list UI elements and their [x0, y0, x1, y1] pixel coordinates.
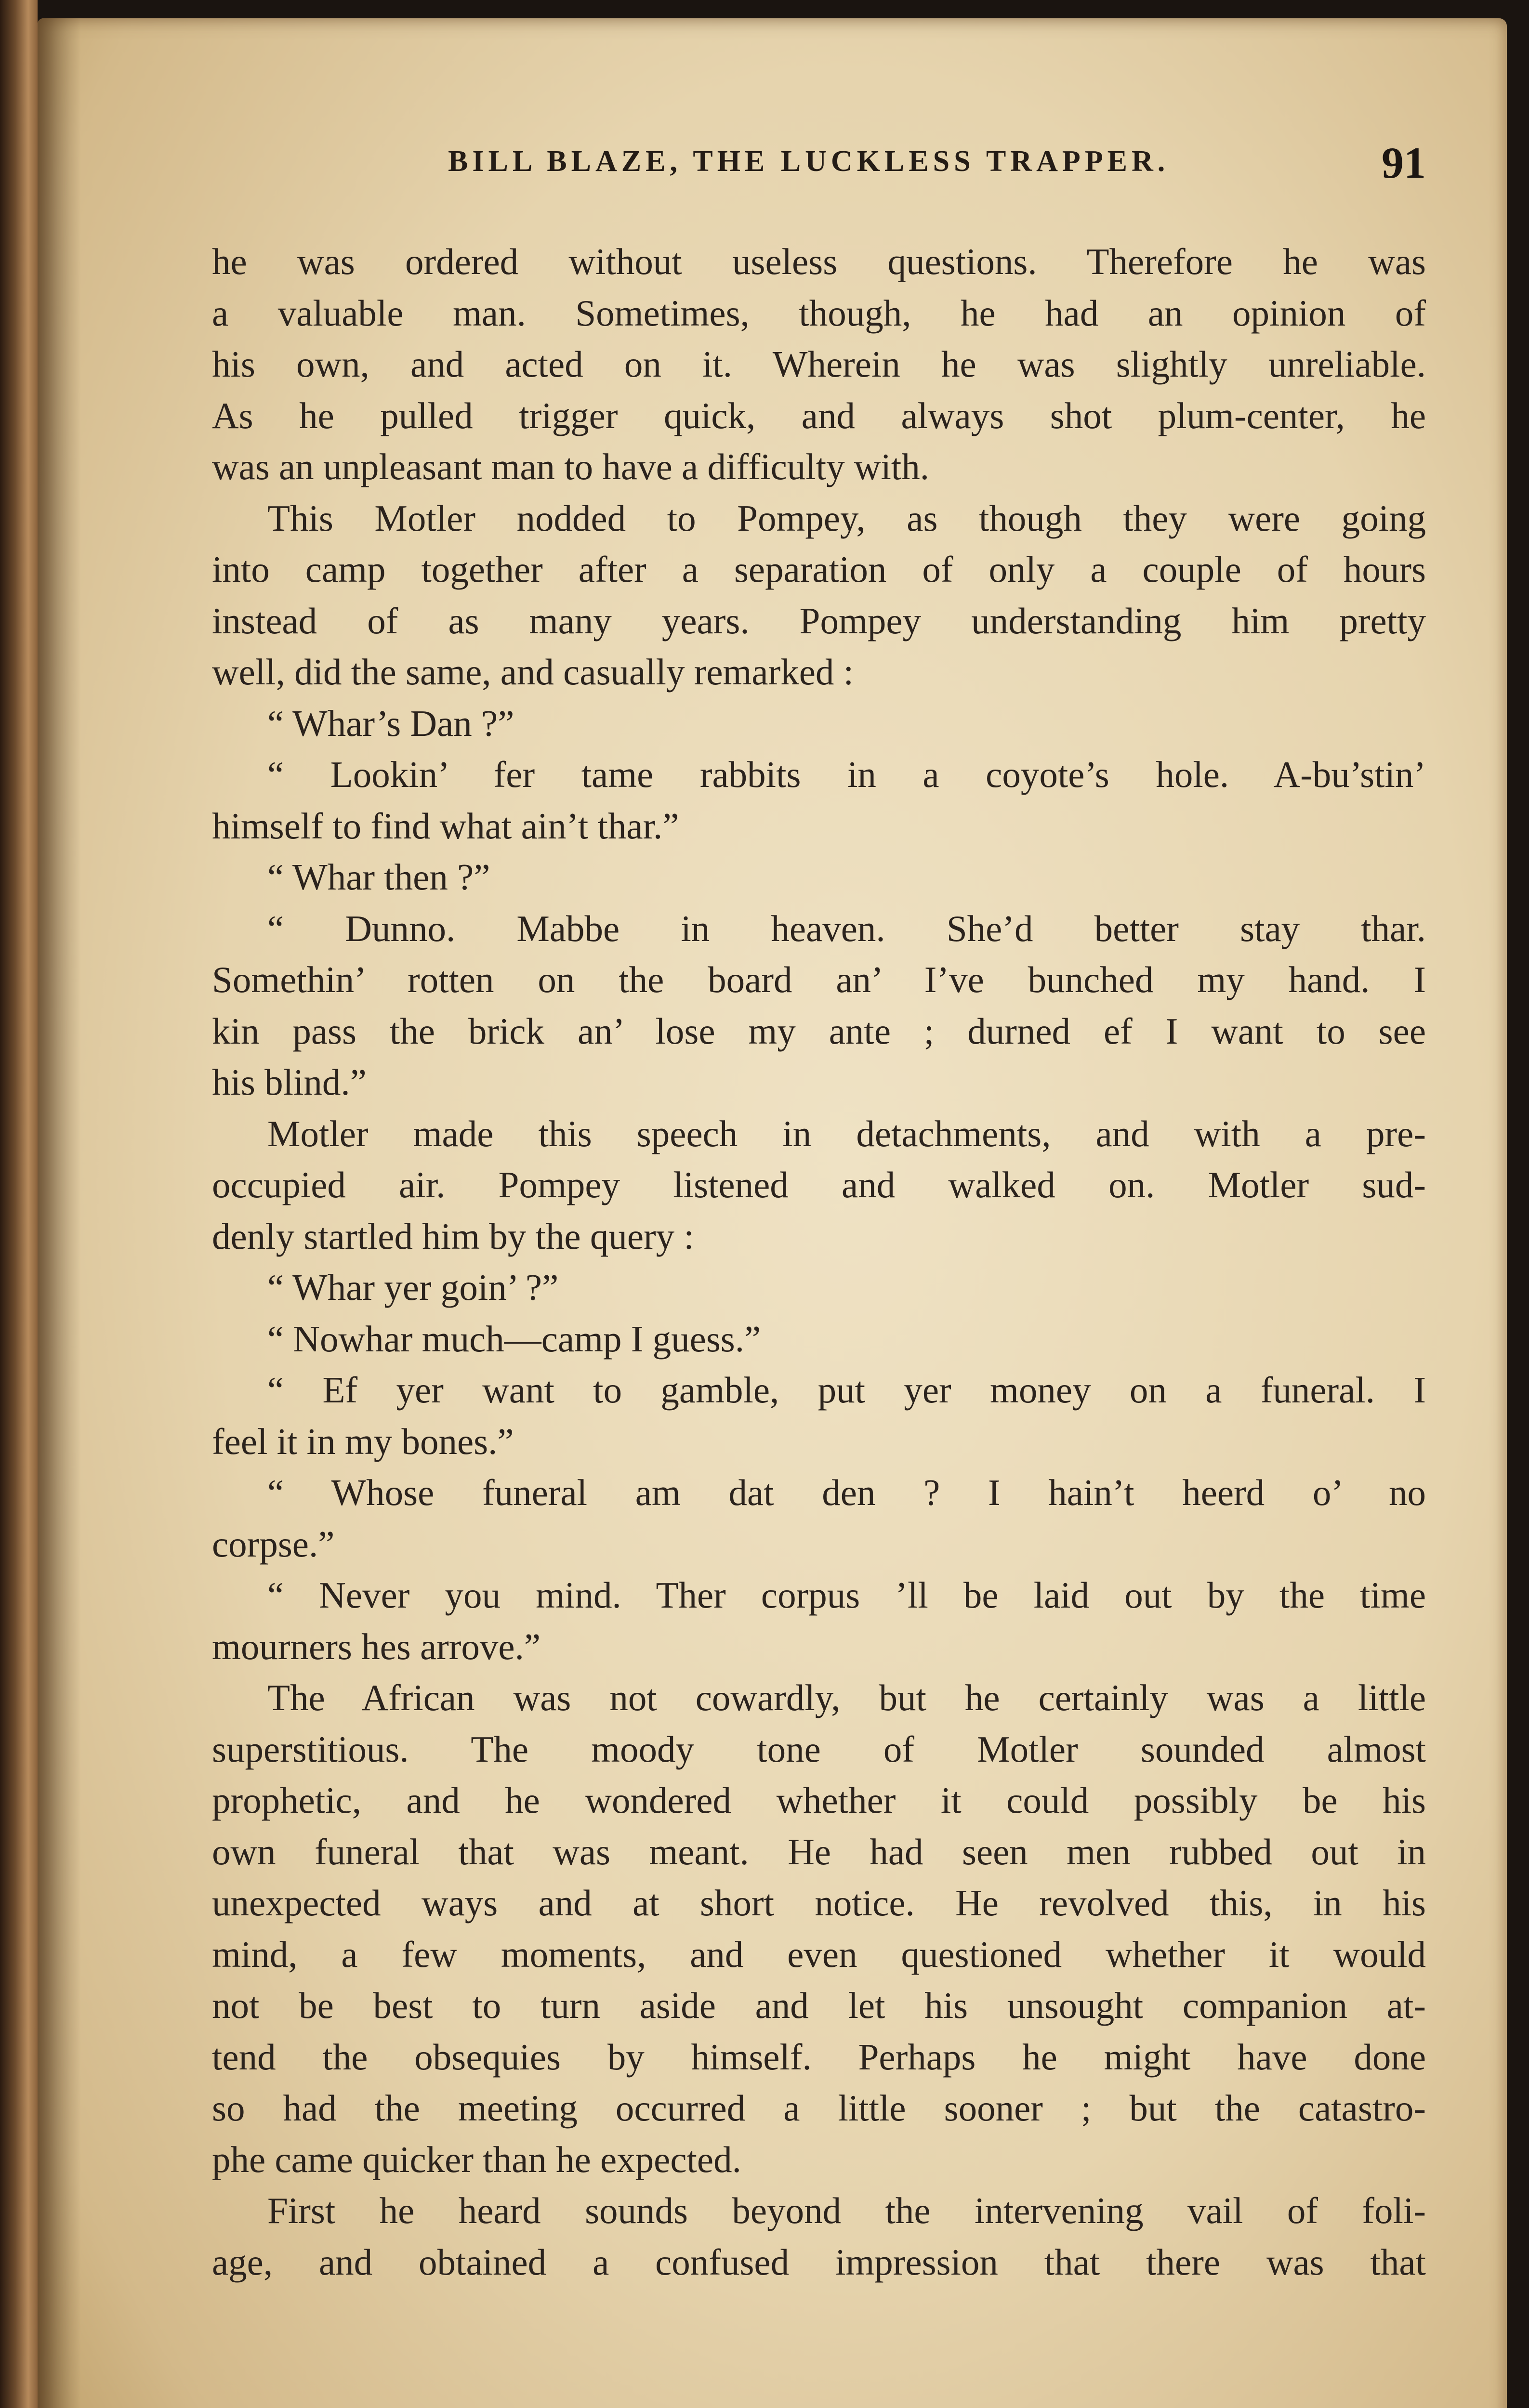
running-head: BILL BLAZE, THE LUCKLESS TRAPPER.: [448, 145, 1170, 178]
text-line: feel it in my bones.”: [212, 1420, 514, 1462]
text-line: “ Never you mind. Ther corpus ’ll be laid out by the time: [267, 1574, 1426, 1616]
text-line: instead of as many years. Pompey understanding him pretty: [212, 600, 1426, 641]
text-line: was an unpleasant man to have a difficulty with.: [212, 446, 929, 487]
text-line: not be best to turn aside and let his unsought companion at-: [212, 1985, 1426, 2026]
text-line: This Motler nodded to Pompey, as though they were going: [267, 497, 1426, 539]
text-line: kin pass the brick an’ lose my ante ; durned ef I want to see: [212, 1010, 1426, 1052]
text-line: his own, and acted on it. Wherein he was slightly unreliable.: [212, 343, 1426, 385]
text-line: Somethin’ rotten on the board an’ I’ve bunched my hand. I: [212, 959, 1426, 1000]
text-line: phe came quicker than he expected.: [212, 2138, 741, 2180]
text-line: unexpected ways and at short notice. He revolved this, in his: [212, 1882, 1426, 1924]
text-line: “ Whose funeral am dat den ? I hain’t heerd o’ no: [267, 1472, 1426, 1513]
page-gutter-shadow: [38, 18, 81, 2408]
text-line: into camp together after a separation of only a couple of hours: [212, 549, 1426, 590]
text-line: himself to find what ain’t thar.”: [212, 805, 679, 847]
text-line: a valuable man. Sometimes, though, he had an opinion of: [212, 292, 1426, 334]
text-line: First he heard sounds beyond the intervening vail of foli-: [267, 2190, 1426, 2231]
text-line: tend the obsequies by himself. Perhaps he might have done: [212, 2036, 1426, 2078]
text-line: Motler made this speech in detachments, and with a pre-: [267, 1112, 1426, 1154]
text-line: well, did the same, and casually remarked :: [212, 651, 854, 693]
adjacent-page-edge: [0, 0, 38, 2408]
text-line: As he pulled trigger quick, and always shot plum-center, he: [212, 394, 1426, 436]
text-line: The African was not cowardly, but he certainly was a little: [267, 1677, 1426, 1718]
text-line: “ Lookin’ fer tame rabbits in a coyote’s hole. A-bu’stin’: [267, 754, 1426, 795]
text-line: he was ordered without useless questions. Therefore he was: [212, 241, 1426, 282]
text-line: “ Dunno. Mabbe in heaven. She’d better stay thar.: [267, 907, 1426, 949]
text-line: own funeral that was meant. He had seen men rubbed out in: [212, 1831, 1426, 1872]
text-line: so had the meeting occurred a little sooner ; but the catastro-: [212, 2087, 1426, 2129]
text-line: occupied air. Pompey listened and walked on. Motler sud-: [212, 1164, 1426, 1205]
text-line: “ Nowhar much—camp I guess.”: [267, 1318, 761, 1360]
text-line: mind, a few moments, and even questioned whether it would: [212, 1933, 1426, 1975]
text-line: “ Whar then ?”: [267, 856, 490, 898]
text-line: age, and obtained a confused impression that there was that: [212, 2241, 1426, 2283]
text-line: prophetic, and he wondered whether it could possibly be his: [212, 1780, 1426, 1821]
text-line: “ Ef yer want to gamble, put yer money on a funeral. I: [267, 1369, 1426, 1411]
text-line: his blind.”: [212, 1061, 367, 1103]
text-line: corpse.”: [212, 1523, 335, 1565]
text-line: mourners hes arrove.”: [212, 1625, 541, 1667]
page-body-text: [212, 236, 1426, 2288]
page-header: [173, 137, 1426, 195]
page-number: 91: [1382, 138, 1426, 187]
text-line: “ Whar’s Dan ?”: [267, 702, 514, 744]
text-line: “ Whar yer goin’ ?”: [267, 1267, 559, 1308]
text-line: denly startled him by the query :: [212, 1215, 694, 1257]
text-line: superstitious. The moody tone of Motler sounded almost: [212, 1728, 1426, 1770]
